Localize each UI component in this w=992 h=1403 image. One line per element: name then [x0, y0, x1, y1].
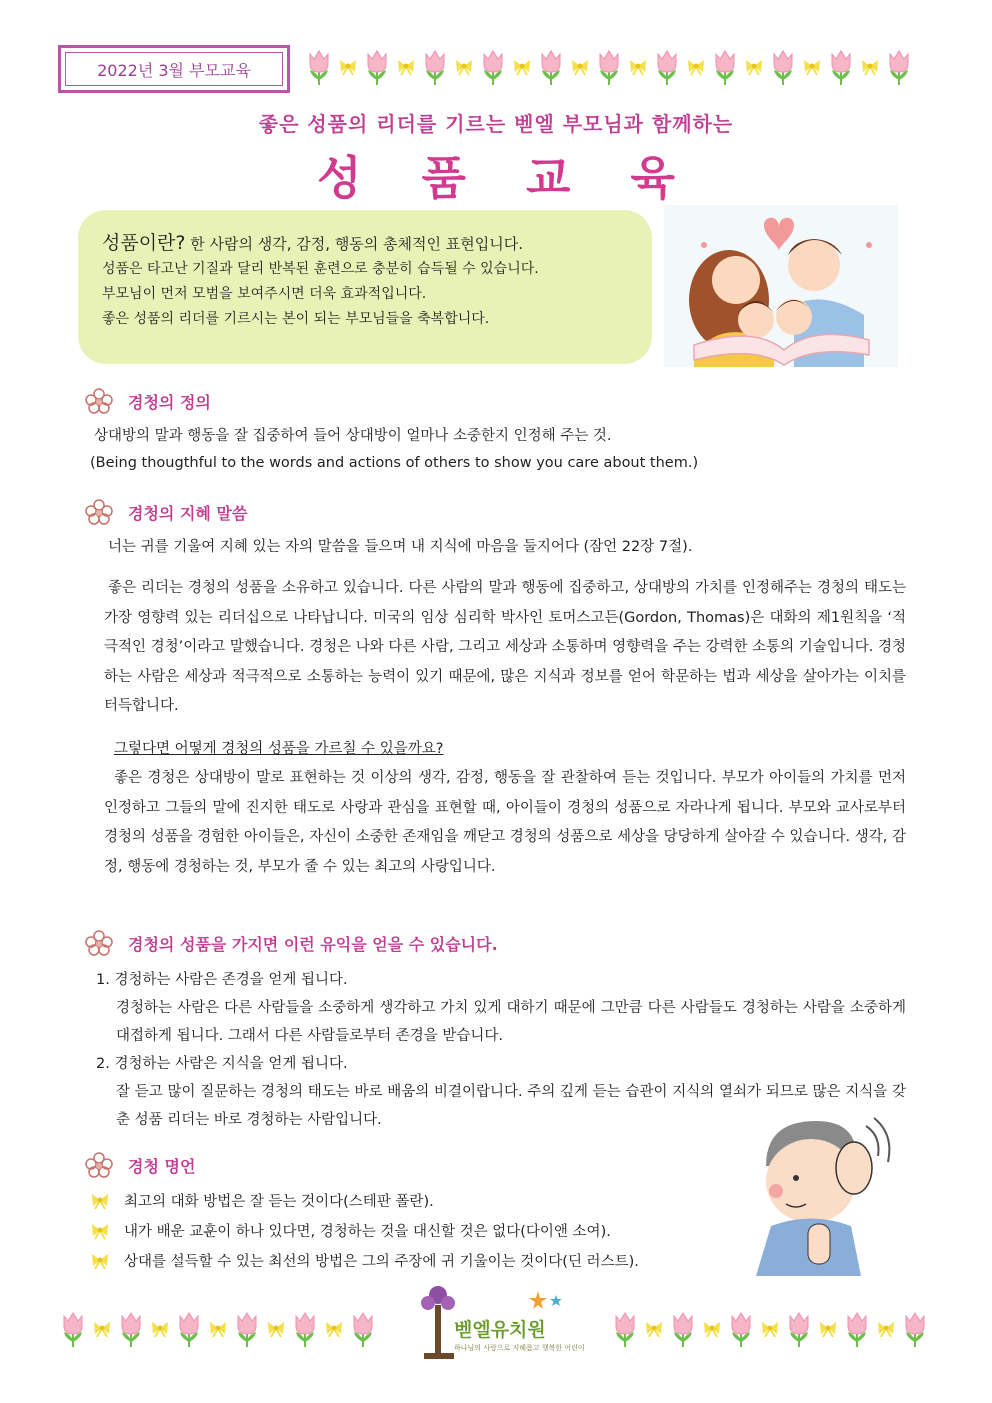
tulip-icon: [118, 1310, 144, 1348]
ribbon-icon: [760, 1320, 780, 1338]
quote-2-text: 내가 배운 교훈이 하나 있다면, 경청하는 것을 대신할 것은 없다(다이앤 소여).: [124, 1224, 611, 1240]
flower-bullet-icon: [84, 499, 114, 525]
tulip-icon: [176, 1310, 202, 1348]
quote-2: [90, 1220, 611, 1241]
wisdom-heading-text: 경청의 지혜 말씀: [128, 503, 248, 523]
tulip-icon: [828, 48, 854, 86]
ribbon-icon: [570, 58, 590, 76]
tulip-icon: [786, 1310, 812, 1348]
date-label-box: [58, 45, 290, 93]
top-tulip-border: [306, 48, 912, 86]
tulip-icon: [480, 48, 506, 86]
family-reading-illustration: [664, 205, 898, 367]
ribbon-icon: [860, 58, 880, 76]
ribbon-icon: [92, 1320, 112, 1338]
tulip-icon: [712, 48, 738, 86]
tulip-icon: [654, 48, 680, 86]
wisdom-answer: 좋은 경청은 상대방이 말로 표현하는 것 이상의 생각, 감정, 행동을 잘 관찰하여 듣는 것입니다. 부모가 아이들의 가치를 먼저 인정하고 그들의 말에 진지한 태도로 사랑과 관심을 표현할 때, 아이들이 경청의 성품으로 자라나게 됩니다. 부모와 교사로부터 경청의 성품을 경험한 아이들은, 자신이 소중한 존재임을 깨닫고 경청의 성품으로 세상을 당당하게 살아갈 수 있습니다. 생각, 감정, 행동에 경청하는 것, 부모가 줄 수 있는 최고의 사랑입니다.: [104, 770, 906, 875]
flower-bullet-icon: [84, 388, 114, 414]
tulip-icon: [364, 48, 390, 86]
ribbon-icon: [628, 58, 648, 76]
ribbon-icon: [644, 1320, 664, 1338]
ribbon-icon: [686, 58, 706, 76]
tulip-icon: [844, 1310, 870, 1348]
kindergarten-logo: [418, 1283, 585, 1373]
intro-line-2: 부모님이 먼저 모범을 보여주시면 더욱 효과적입니다.: [102, 286, 427, 302]
ribbon-icon: [208, 1320, 228, 1338]
wisdom-paragraph: 좋은 리더는 경청의 성품을 소유하고 있습니다. 다른 사람의 말과 행동에 집중하고, 상대방의 가치를 인정해주는 경청의 태도는 가장 영향력 있는 리더십으로 나타납니다. 미국의 임상 심리학 박사인 토머스고든(Gordon, Thomas)은 대화의 제1원칙을 ‘적극적인 경청’이라고 말했습니다. 경청은 나와 다른 사람, 그리고 세상과 소통하며 영향력을 주는 강력한 소통의 기술입니다. 경청하는 사람은 세상과 적극적으로 소통하는 능력이 있기 때문에, 많은 지식과 정보를 얻어 학문하는 법과 세상을 살아가는 이치를 터득합니다.: [104, 580, 906, 714]
quote-3: [90, 1250, 639, 1271]
quotes-heading: [84, 1152, 195, 1178]
bottom-tulip-border-left: [60, 1310, 376, 1348]
tulip-icon: [292, 1310, 318, 1348]
definition-heading: [84, 388, 211, 414]
tulip-icon: [670, 1310, 696, 1348]
quote-1: [90, 1190, 434, 1211]
stars-icon: [528, 1289, 568, 1315]
tulip-icon: [422, 48, 448, 86]
tulip-icon: [60, 1310, 86, 1348]
tulip-icon: [728, 1310, 754, 1348]
ribbon-icon: [818, 1320, 838, 1338]
page-subtitle: 좋은 성품의 리더를 기르는 벧엘 부모님과 함께하는: [258, 112, 734, 136]
tree-logo-icon: [418, 1283, 458, 1363]
intro-heading: [102, 230, 628, 257]
ribbon-icon: [454, 58, 474, 76]
tulip-icon: [902, 1310, 928, 1348]
ribbon-bullet-icon: [90, 1222, 110, 1240]
intro-box: [78, 210, 652, 364]
tulip-icon: [612, 1310, 638, 1348]
ribbon-bullet-icon: [90, 1252, 110, 1270]
quote-3-text: 상대를 설득할 수 있는 최선의 방법은 그의 주장에 귀 기울이는 것이다(딘 러스트).: [124, 1254, 639, 1270]
benefit-2-title: 2. 경청하는 사람은 지식을 얻게 됩니다.: [96, 1056, 348, 1072]
listening-boy-illustration: [746, 1106, 896, 1276]
intro-lead: 성품이란?: [102, 232, 186, 254]
definition-heading-text: 경청의 정의: [128, 392, 211, 412]
tulip-icon: [886, 48, 912, 86]
wisdom-heading: [84, 499, 247, 525]
logo-tagline: 하나님의 사랑으로 지혜롭고 행복한 어린이: [454, 1344, 585, 1352]
ribbon-icon: [802, 58, 822, 76]
wisdom-question: 그렇다면 어떻게 경청의 성품을 가르칠 수 있을까요?: [114, 741, 444, 757]
intro-line-1: 성품은 타고난 기질과 달리 반복된 훈련으로 충분히 습득될 수 있습니다.: [102, 261, 539, 277]
flower-bullet-icon: [84, 1152, 114, 1178]
tulip-icon: [350, 1310, 376, 1348]
quote-1-text: 최고의 대화 방법은 잘 듣는 것이다(스테판 폴란).: [124, 1194, 434, 1210]
ribbon-icon: [702, 1320, 722, 1338]
tulip-icon: [596, 48, 622, 86]
benefit-1-body: 경청하는 사람은 다른 사람들을 소중하게 생각하고 가치 있게 대하기 때문에 그만큼 다른 사람들도 경청하는 사람을 소중하게 대접하게 됩니다. 그래서 다른 사람들로부터 존경을 받습니다.: [116, 1000, 906, 1044]
wisdom-verse: 너는 귀를 기울여 지혜 있는 자의 말씀을 들으며 내 지식에 마음을 둘지어다 (잠언 22장 7절).: [108, 539, 693, 555]
ribbon-bullet-icon: [90, 1192, 110, 1210]
ribbon-icon: [324, 1320, 344, 1338]
benefit-2-body: 잘 듣고 많이 질문하는 경청의 태도는 바로 배움의 비결이랍니다. 주의 깊게 듣는 습관이 지식의 열쇠가 되므로 많은 지식을 갖춘 성품 리더는 바로 경청하는 사람입니다.: [116, 1084, 906, 1128]
ribbon-icon: [512, 58, 532, 76]
ribbon-icon: [266, 1320, 286, 1338]
tulip-icon: [234, 1310, 260, 1348]
ribbon-icon: [876, 1320, 896, 1338]
intro-lead-rest: 한 사람의 생각, 감정, 행동의 총체적인 표현입니다.: [185, 235, 523, 253]
quotes-heading-text: 경청 명언: [128, 1156, 196, 1176]
tulip-icon: [538, 48, 564, 86]
tulip-icon: [306, 48, 332, 86]
tulip-icon: [770, 48, 796, 86]
benefits-heading: [84, 930, 498, 956]
ribbon-icon: [338, 58, 358, 76]
page-title: 성 품 교 육: [317, 151, 697, 205]
benefit-1-title: 1. 경청하는 사람은 존경을 얻게 됩니다.: [96, 972, 348, 988]
ribbon-icon: [396, 58, 416, 76]
flower-bullet-icon: [84, 930, 114, 956]
ribbon-icon: [744, 58, 764, 76]
intro-line-3: 좋은 성품의 리더를 기르시는 본이 되는 부모님들을 축복합니다.: [102, 311, 490, 327]
ribbon-icon: [150, 1320, 170, 1338]
bottom-tulip-border-right: [612, 1310, 928, 1348]
logo-text: 벧엘유치원: [454, 1319, 546, 1341]
definition-ko: 상대방의 말과 행동을 잘 집중하여 들어 상대방이 얼마나 소중한지 인정해 주는 것.: [94, 428, 612, 444]
benefits-heading-text: 경청의 성품을 가지면 이런 유익을 얻을 수 있습니다.: [128, 934, 498, 954]
definition-en: (Being thougthful to the words and actions of others to show you care about them.): [90, 455, 699, 471]
date-label: 2022년 3월 부모교육: [97, 60, 251, 80]
